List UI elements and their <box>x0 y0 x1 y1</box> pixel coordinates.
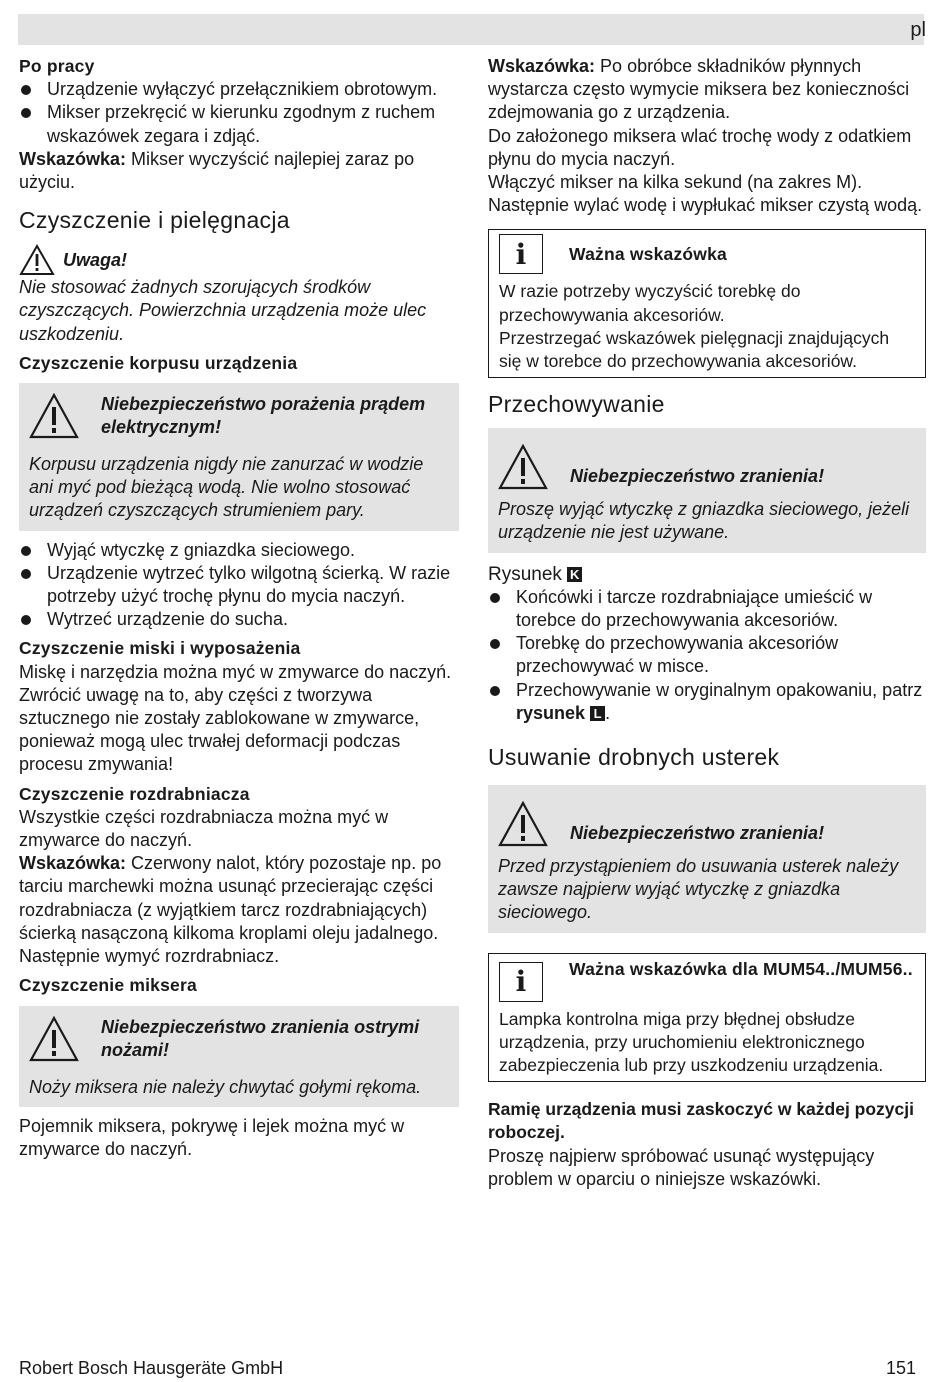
bowl-text-2: Zwrócić uwagę na to, aby części z tworzywa sztucznego nie zostały zablokowane w zmywarce, ponieważ mogą ulec trwałej deformacji podczas procesu zmywania! <box>19 684 420 775</box>
important-note-title: Ważna wskazówka <box>569 243 727 264</box>
warning-icon <box>29 1016 79 1062</box>
info-icon: i <box>499 962 543 1002</box>
list-item: Przechowywanie w oryginalnym opakowaniu, patrz rysunek L . <box>488 679 926 725</box>
tip-text: Mikser wyczyścić najlepiej zaraz po użyciu. <box>19 148 415 193</box>
shock-warning-title: Niebezpieczeństwo porażenia prądem elektrycznym! <box>101 394 426 438</box>
list-item: Końcówki i tarcze rozdrabniające umieścić w torebce do przechowywania akcesoriów. <box>488 586 926 632</box>
after-work-heading: Po pracy <box>19 56 95 76</box>
important-note-mum-title: Ważna wskazówka dla MUM54../MUM56.. <box>569 958 913 979</box>
shredder-text-1: Wszystkie części rozdrabniacza można myć w zmywarce do naczyń. <box>19 806 389 851</box>
warning-icon <box>498 801 548 847</box>
mixer-rinse-text-2: Włączyć mikser na kilka sekund (na zakres M). <box>488 172 863 193</box>
list-item: Urządzenie wyłączyć przełącznikiem obrotowym. <box>19 78 459 101</box>
language-code: pl <box>910 19 926 41</box>
tip-label: Wskazówka: <box>19 853 127 874</box>
footer-company: Robert Bosch Hausgeräte GmbH <box>19 1358 284 1378</box>
shock-warning-text: Korpusu urządzenia nigdy nie zanurzać w wodzie ani myć pod bieżącą wodą. Nie wolno stosować urządzeń czyszczących strumieniem pary. <box>29 454 424 521</box>
arm-warning-bold: Ramię urządzenia musi zaskoczyć w każdej pozycji roboczej. <box>488 1099 914 1143</box>
info-icon: i <box>499 234 543 274</box>
trouble-heading: Usuwanie drobnych usterek <box>488 744 780 771</box>
housing-heading: Czyszczenie korpusu urządzenia <box>19 352 298 373</box>
after-work-list <box>19 78 459 148</box>
figure-l-badge: L <box>590 706 605 721</box>
blade-warning-title: Niebezpieczeństwo zranienia ostrymi nożami! <box>101 1016 420 1060</box>
warning-icon <box>19 244 55 276</box>
important-note-box <box>488 229 926 378</box>
cleaning-heading: Czyszczenie i pielęgnacja <box>19 207 290 234</box>
left-column <box>19 55 459 1161</box>
tip-label: Wskazówka: <box>488 56 596 76</box>
attention-label: Uwaga! <box>63 249 128 270</box>
mixer-rinse-text-1: Do założonego miksera wlać trochę wody z odatkiem płynu do mycia naczyń. <box>488 125 912 169</box>
storage-item-3-text: Przechowywanie w oryginalnym opakowaniu, patrz <box>516 679 923 700</box>
list-item: Wytrzeć urządzenie do sucha. <box>19 608 459 631</box>
shock-warning-box <box>19 383 459 531</box>
important-note-mum-text: Lampka kontrolna miga przy błędnej obsłudze urządzenia, przy uruchomieniu elektronicznego zabezpieczenia lub przy uszkodzeniu urządzenia. <box>499 1008 884 1076</box>
right-column <box>488 55 926 1191</box>
important-note-text-1: W razie potrzeby wyczyścić torebkę do przechowywania akcesoriów. <box>499 281 801 325</box>
list-item: Torebkę do przechowywania akcesoriów przechowywać w misce. <box>488 632 926 678</box>
important-note-text-2: Przestrzegać wskazówek pielęgnacji znajdujących się w torebce do przechowywania akcesoriów. <box>499 327 890 372</box>
tip-text: Po obróbce składników płynnych wystarcza często wymycie miksera bez konieczności zdejmowania go z urządzenia. <box>488 56 910 123</box>
storage-list <box>488 586 926 725</box>
mixer-tip <box>488 55 926 125</box>
shredder-heading: Czyszczenie rozdrabniacza <box>19 783 250 804</box>
trouble-warning-title: Niebezpieczeństwo zranienia! <box>570 823 825 844</box>
list-item: Wyjąć wtyczkę z gniazdka sieciowego. <box>19 539 459 562</box>
housing-list <box>19 539 459 632</box>
storage-warning-text: Proszę wyjąć wtyczkę z gniazdka sieciowego, jeżeli urządzenie nie jest używane. <box>498 499 910 543</box>
shredder-tip <box>19 852 459 945</box>
blade-warning-text: Noży miksera nie należy chwytać gołymi rękoma. <box>29 1076 422 1097</box>
important-note-mum-box <box>488 953 926 1083</box>
bowl-heading: Czyszczenie miski i wyposażenia <box>19 638 301 659</box>
after-work-tip <box>19 148 459 194</box>
header-bar <box>18 14 924 45</box>
figure-k-badge: K <box>567 567 582 582</box>
bowl-text-1: Miskę i narzędzia można myć w zmywarce do naczyń. <box>19 661 452 682</box>
mixer-rinse-text-3: Następnie wylać wodę i wypłukać mikser czystą wodą. <box>488 195 923 216</box>
blade-warning-box <box>19 1006 459 1107</box>
attention-text: Nie stosować żadnych szorujących środków czyszczących. Powierzchnia urządzenia może ulec uszkodzeniu. <box>19 277 427 344</box>
figure-reference <box>488 563 926 586</box>
figure-label: Rysunek <box>488 563 562 585</box>
storage-heading: Przechowywanie <box>488 391 665 418</box>
warning-icon <box>498 444 548 490</box>
mixer-heading: Czyszczenie miksera <box>19 975 197 996</box>
trouble-warning-box <box>488 785 926 933</box>
tip-label: Wskazówka: <box>19 148 127 169</box>
list-item: Mikser przekręcić w kierunku zgodnym z ruchem wskazówek zegara i zdjąć. <box>19 101 459 147</box>
figure-ref-label: rysunek <box>516 702 586 723</box>
page-number: 151 <box>885 1358 916 1378</box>
storage-warning-box <box>488 428 926 552</box>
attention-note <box>19 244 459 276</box>
tip-text: Czerwony nalot, który pozostaje np. po tarciu marchewki można usunąć przecierając części rozdrabniacza (z wyjątkiem tarcz rozdrabniających) ścierką nasączoną kilkoma kroplami oleju jadalnego. <box>19 853 442 943</box>
trouble-warning-text: Przed przystąpieniem do usuwania usterek należy zawsze najpierw wyjąć wtyczkę z gniazdka sieciowego. <box>498 856 899 923</box>
warning-icon <box>29 393 79 439</box>
storage-warning-title: Niebezpieczeństwo zranienia! <box>570 466 825 487</box>
shredder-text-2: Następnie wymyć rozrdrabniacz. <box>19 946 280 967</box>
list-item: Urządzenie wytrzeć tylko wilgotną ścierką. W razie potrzeby użyć trochę płynu do mycia naczyń. <box>19 562 459 608</box>
arm-text: Proszę najpierw spróbować usunąć występujący problem w oparciu o niniejsze wskazówki. <box>488 1145 875 1189</box>
mixer-text: Pojemnik miksera, pokrywę i lejek można myć w zmywarce do naczyń. <box>19 1115 405 1159</box>
